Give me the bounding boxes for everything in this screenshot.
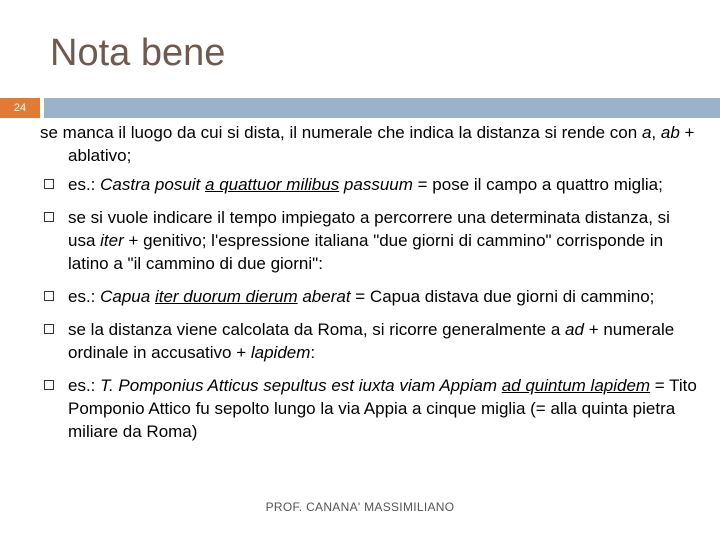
item-text: = Tito Pomponio Attico fu sepolto lungo la via Appia a cinque miglia (= alla quinta pietra miliare da Roma) <box>68 376 697 441</box>
lead-ablativo: + ablativo; <box>68 123 695 165</box>
square-bullet-icon <box>44 291 54 301</box>
item-text: se si vuole indicare il tempo impiegato a percorrere una determinata distanza, si usa <box>68 208 670 250</box>
item-text: es.: <box>68 376 101 395</box>
item-latin: aberat <box>297 287 351 306</box>
slide-number: 24 <box>0 98 40 118</box>
square-bullet-icon <box>44 380 54 390</box>
header-rule <box>44 98 720 118</box>
slide-title: Nota bene <box>50 32 226 74</box>
item-latin: iter <box>100 231 124 250</box>
lead-ab: ab <box>660 123 680 142</box>
lead-comma: , <box>651 123 661 142</box>
footer-author: PROF. CANANA' MASSIMILIANO <box>265 500 455 514</box>
item-text: : <box>310 343 316 362</box>
item-latin: passuum <box>339 175 413 194</box>
item-latin: Castra posuit <box>100 175 206 194</box>
item-latin: lapidem <box>250 343 311 362</box>
item-latin-underlined: ad quintum lapidem <box>501 376 651 395</box>
item-text: es.: <box>68 175 101 194</box>
item-text: = pose il campo a quattro miglia; <box>412 175 663 194</box>
item-text: es.: <box>68 287 101 306</box>
item-latin-underlined: a quattuor milibus <box>205 175 340 194</box>
item-latin: ad <box>565 320 584 339</box>
list-item <box>40 318 700 364</box>
item-text: + numerale ordinale in accusativo + <box>68 320 675 362</box>
square-bullet-icon <box>44 324 54 334</box>
list-item <box>40 285 700 308</box>
item-latin: Capua <box>100 287 155 306</box>
item-text: se la distanza viene calcolata da Roma, si ricorre generalmente a <box>68 320 566 339</box>
item-text: = Capua distava due giorni di cammino; <box>350 287 655 306</box>
item-text: + genitivo; l'espressione italiana "due giorni di cammino" corrisponde in latino a "il cammino di due giorni": <box>68 231 664 273</box>
item-latin-underlined: iter duorum dierum <box>154 287 298 306</box>
list-item <box>40 374 700 443</box>
lead-a: a <box>641 123 652 142</box>
slide-content <box>40 121 700 453</box>
item-latin: T. Pomponius Atticus sepultus est iuxta viam Appiam <box>100 376 502 395</box>
lead-paragraph <box>40 121 700 167</box>
square-bullet-icon <box>44 179 54 189</box>
square-bullet-icon <box>44 212 54 222</box>
lead-text: se manca il luogo da cui si dista, il numerale che indica la distanza si rende con <box>40 123 642 142</box>
list-item <box>40 206 700 275</box>
list-item <box>40 173 700 196</box>
